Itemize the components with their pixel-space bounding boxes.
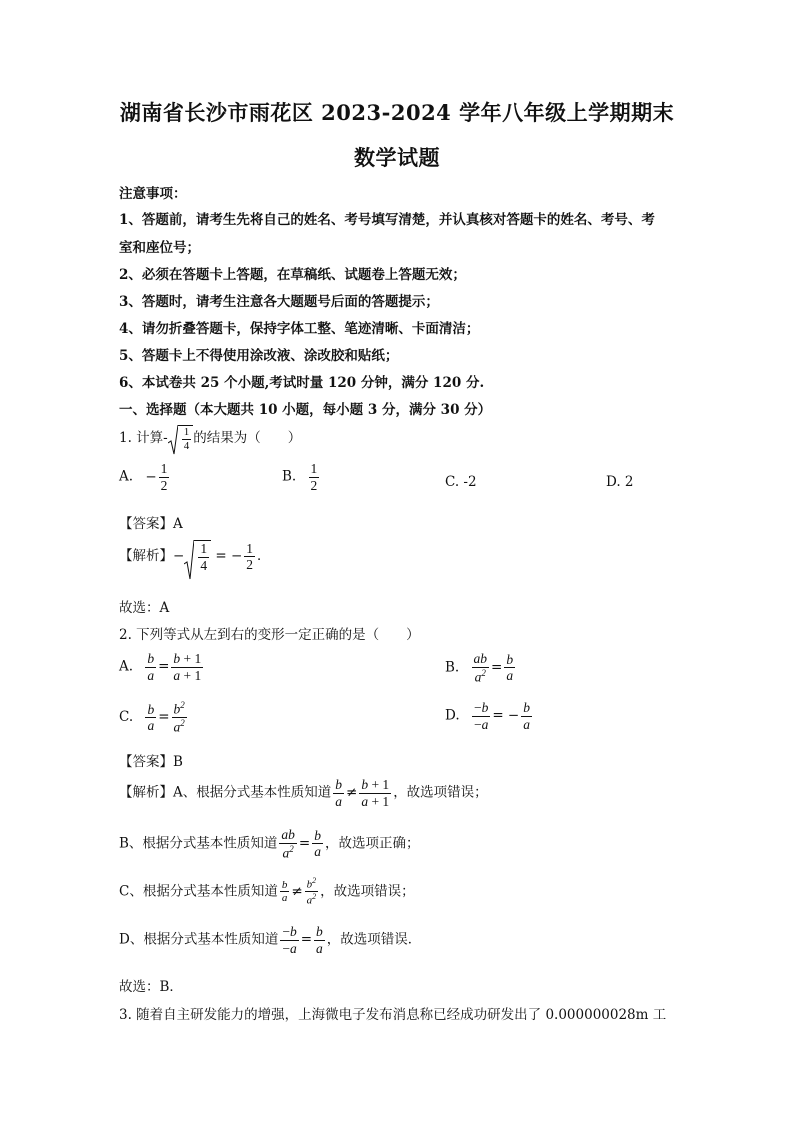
notice-item: 4、请勿折叠答题卡，保持字体工整、笔迹清晰、卡面清洁； [119,321,480,337]
analysis-text: 【解析】A、根据分式基本性质知道 [119,784,332,801]
question-1-answer: 【答案】A [119,516,183,532]
notice-item: 2、必须在答题卡上答题，在草稿纸、试题卷上答题无效； [119,267,466,283]
analysis-label: 【解析】 [119,548,173,565]
question-3-stem: 3. 随着自主研发能力的增强，上海微电子发布消息称已经成功研发出了 0.000000028m 工 [119,1007,667,1023]
option-label: A. [119,468,134,485]
question-1-conclusion: 故选：A [119,600,170,616]
question-2-analysis-d: D、根据分式基本性质知道 $\frac{-b}{-a}$ = $\frac{b}{a}$ ，故选项错误． [119,924,422,956]
option-a: A. − $\frac{1}{2}$ [119,461,168,493]
option-c: C. -2 [445,474,477,490]
question-2-conclusion: 故选：B． [119,979,183,995]
option-label: D. [445,707,460,724]
option-b: B. $\frac{ab}{a^2}$ = $\frac{b}{a}$ [445,651,514,685]
option-a: A. $\frac{b}{a}$ = $\frac{b + 1}{a + 1}$ [119,651,202,683]
section-heading: 一、选择题（本大题共 10 小题，每小题 3 分，满分 30 分） [119,402,492,418]
option-label: A. [119,658,134,675]
question-1-prefix: 1. 计算- [119,430,168,447]
page-title: 湖南省长沙市雨花区 2023-2024 学年八年级上学期期末 [119,100,675,125]
analysis-text: ，故选项错误； [393,784,488,801]
question-1-analysis: 【解析】− $\frac{1}{4}$ = − $\frac{1}{2}$ ． [119,540,271,573]
option-d: D. $\frac{-b}{-a}$ = − $\frac{b}{a}$ [445,700,530,732]
analysis-text: D、根据分式基本性质知道 [119,931,279,948]
question-2-answer: 【答案】B [119,754,183,770]
sqrt-quarter: $\frac{1}{4}$ [184,540,211,573]
option-label: B. [445,659,460,676]
notice-item: 1、答题前，请考生先将自己的姓名、考号填写清楚，并认真核对答题卡的姓名、考号、考 [119,212,655,228]
option-label: B. [282,468,297,485]
notice-heading: 注意事项： [119,186,187,202]
page-subtitle: 数学试题 [354,145,440,170]
question-2-stem: 2. 下列等式从左到右的变形一定正确的是（ ） [119,627,420,643]
analysis-text: ，故选项正确； [324,835,420,852]
option-label: C. [119,709,134,726]
option-b: B. $\frac{1}{2}$ [282,461,318,493]
notice-item: 6、本试卷共 25 个小题,考试时量 120 分钟，满分 120 分. [119,375,485,391]
question-2-analysis-a: 【解析】A、根据分式基本性质知道 $\frac{b}{a}$ ≠ $\frac{b + 1}{a + 1}$ ，故选项错误； [119,777,488,809]
option-c: C. $\frac{b}{a}$ = $\frac{b^2}{a^2}$ [119,700,185,735]
question-1-suffix: 的结果为（ ） [193,430,302,447]
question-1-stem [119,425,301,452]
analysis-text: C、根据分式基本性质知道 [119,883,278,900]
notice-item: 室和座位号； [119,240,200,256]
analysis-text: ，故选项错误； [320,883,415,900]
question-2-analysis-c: C、根据分式基本性质知道 $\frac{b}{a}$ ≠ $\frac{b^2}{a^2}$ ，故选项错误； [119,876,415,907]
notice-item: 3、答题时，请考生注意各大题题号后面的答题提示； [119,294,439,310]
analysis-text: B、根据分式基本性质知道 [119,835,278,852]
notice-item: 5、答题卡上不得使用涂改液、涂改胶和贴纸； [119,348,399,364]
question-2-analysis-b: B、根据分式基本性质知道 $\frac{ab}{a^2}$ = $\frac{b}{a}$ ，故选项正确； [119,827,420,861]
sqrt-quarter: $\frac{1}{4}$ [168,425,194,452]
analysis-text: ，故选项错误． [326,931,422,948]
option-d: D. 2 [606,474,634,490]
